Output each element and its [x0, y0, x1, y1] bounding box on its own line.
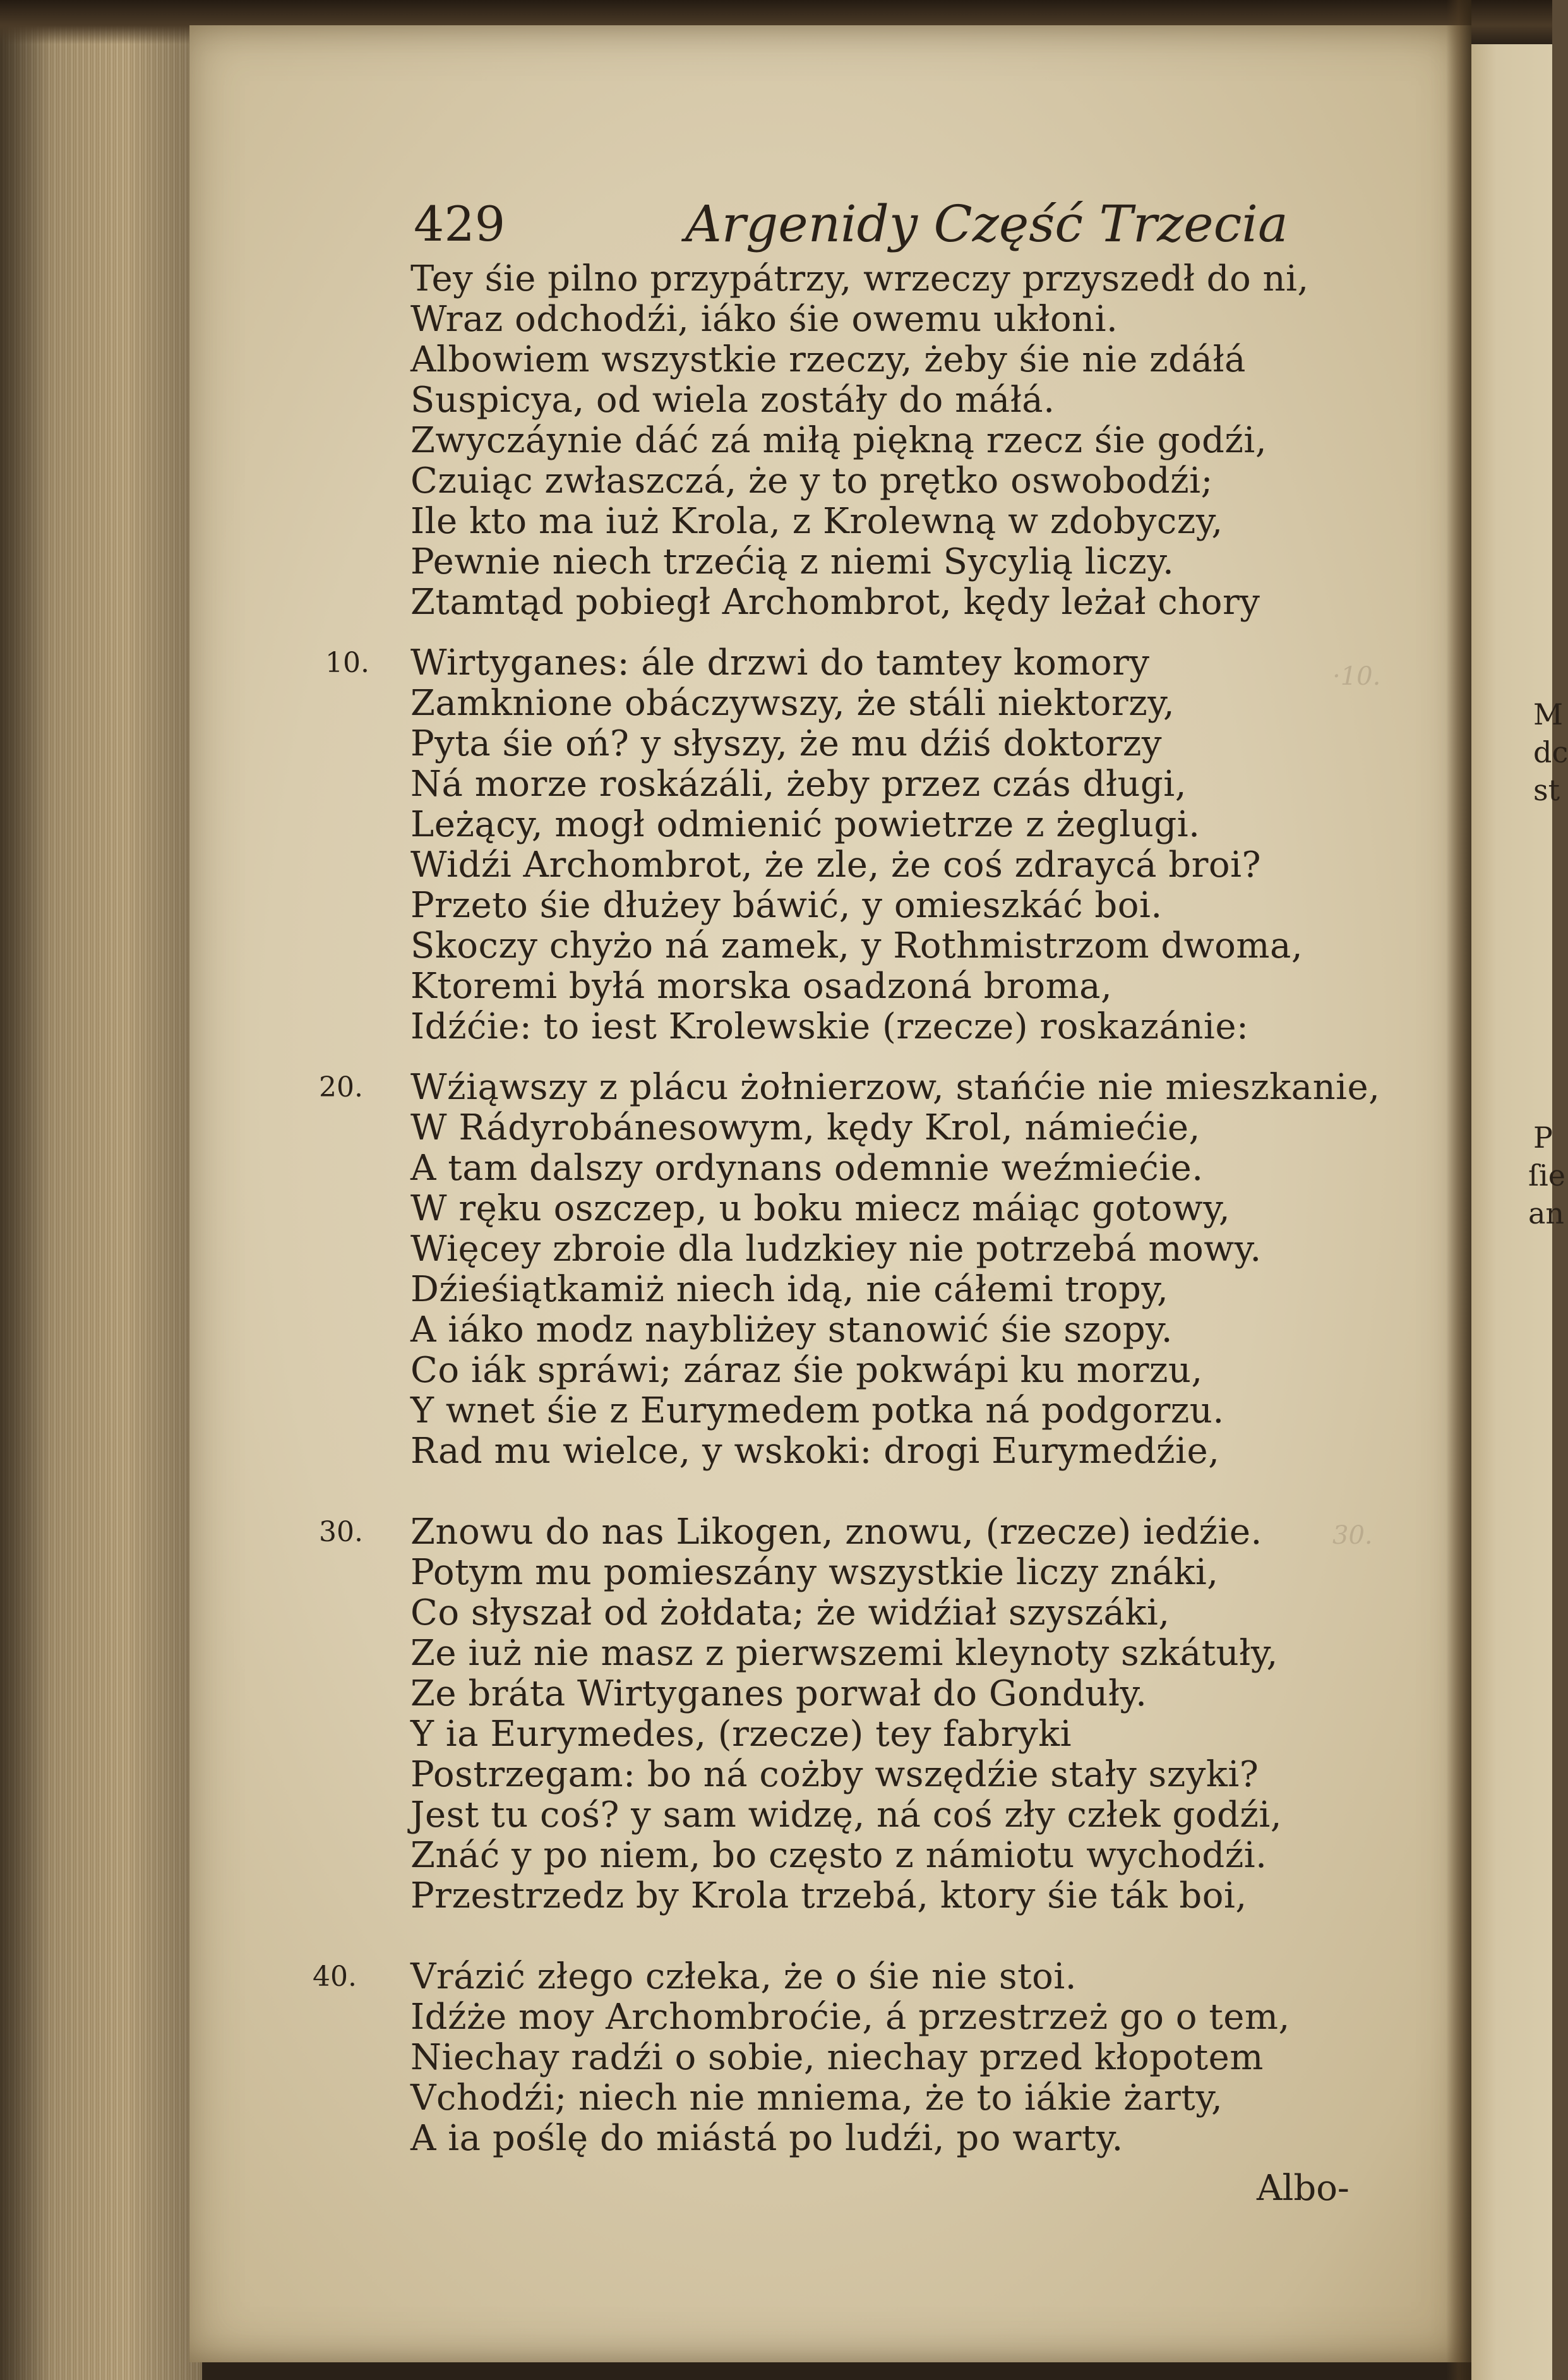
- verse-line: Co iák spráwi; záraz śie pokwápi ku morzu,: [410, 1350, 1203, 1391]
- next-page-fragment: st: [1533, 773, 1560, 807]
- next-page-fragment: ſie: [1528, 1158, 1565, 1193]
- line-number: 10.: [325, 647, 369, 679]
- verse-line: Tey śie pilno przypátrzy, wrzeczy przyszedł do ni,: [410, 258, 1309, 299]
- verse-line: W ręku oszczep, u boku miecz máiąc gotowy,: [410, 1188, 1231, 1229]
- verse-line: Ile kto ma iuż Krola, z Krolewną w zdobyczy,: [410, 501, 1223, 542]
- verse-line: Widźi Archombrot, że zle, że coś zdraycá broi?: [410, 844, 1262, 886]
- line-number: 40.: [313, 1961, 357, 1993]
- verse-line: Ná morze roskázáli, żeby przez czás długi,: [410, 764, 1187, 805]
- verse-line: Co słyszał od żołdata; że widźiał szyszáki,: [410, 1592, 1170, 1633]
- verse-line: Potym mu pomieszány wszystkie liczy znáki,: [410, 1552, 1219, 1593]
- verse-line: Ktoremi byłá morska osadzoná broma,: [410, 966, 1113, 1007]
- verse-line: Idźćie: to iest Krolewskie (rzecze) roskazánie:: [410, 1006, 1249, 1047]
- show-through-number: 30.: [1332, 1521, 1373, 1550]
- verse-line: Więcey zbroie dla ludzkiey nie potrzebá mowy.: [410, 1229, 1262, 1270]
- verse-line: Y wnet śie z Eurymedem potka ná podgorzu.: [410, 1390, 1224, 1431]
- verse-line: Niechay radźi o sobie, niechay przed kłopotem: [410, 2037, 1264, 2078]
- verse-line: Pyta śie oń? y słyszy, że mu dźiś doktorzy: [410, 723, 1163, 764]
- verse-line: Pewnie niech trzećią z niemi Sycylią liczy.: [410, 541, 1175, 582]
- verse-line: Skoczy chyżo ná zamek, y Rothmistrzom dwoma,: [410, 925, 1303, 966]
- next-page-fragment: dc: [1533, 735, 1568, 769]
- catchword: Albo-: [1257, 2168, 1350, 2209]
- verse-line: Y ia Eurymedes, (rzecze) tey fabryki: [410, 1714, 1072, 1755]
- verse-line: Rad mu wielce, y wskoki: drogi Eurymedźie,: [410, 1431, 1220, 1472]
- verse-line: A ia poślę do miástá po ludźi, po warty.: [410, 2118, 1123, 2159]
- verse-line: Ze bráta Wirtyganes porwał do Gonduły.: [410, 1673, 1147, 1714]
- verse-line: Przestrzedz by Krola trzebá, ktory śie ták boi,: [410, 1875, 1247, 1916]
- verse-line: Dźieśiątkamiż niech idą, nie cáłemi tropy,: [410, 1269, 1169, 1310]
- page-header: [414, 189, 1288, 265]
- verse-line: Zamknione obáczywszy, że stáli niektorzy,: [410, 683, 1175, 724]
- verse-line: A tam dalszy ordynans odemnie weźmiećie.: [410, 1148, 1204, 1189]
- verse-line: Suspicya, od wiela zostáły do máłá.: [410, 380, 1055, 421]
- verse-line: Jest tu coś? y sam widzę, ná coś zły człek godźi,: [410, 1794, 1283, 1836]
- verse-line: W Rádyrobánesowym, kędy Krol, námiećie,: [410, 1107, 1200, 1148]
- verse-line: Znowu do nas Likogen, znowu, (rzecze) iedźie.: [410, 1512, 1262, 1553]
- line-number: 20.: [319, 1071, 363, 1103]
- verse-line: Leżący, mogł odmienić powietrze z żeglugi.: [410, 804, 1200, 845]
- page-number: 429: [414, 196, 506, 252]
- verse-line: Vrázić złego człeka, że o śie nie stoi.: [410, 1956, 1077, 1997]
- verse-line: Przeto śie dłużey báwić, y omieszkáć boi.: [410, 885, 1163, 926]
- verse-line: Vchodźi; niech nie mniema, że to iákie żarty,: [410, 2077, 1223, 2119]
- verse-line: Zwyczáynie dáć zá miłą piękną rzecz śie godźi,: [410, 420, 1267, 461]
- running-title: Argenidy Część Trzecia: [685, 195, 1288, 253]
- line-number: 30.: [319, 1516, 363, 1548]
- verse-line: Wźiąwszy z plácu żołnierzow, stańćie nie mieszkanie,: [410, 1067, 1380, 1108]
- verse-line: Ztamtąd pobiegł Archombrot, kędy leżał chory: [410, 582, 1260, 623]
- verse-line: Czuiąc zwłaszczá, że y to prętko oswobodźi;: [410, 460, 1213, 502]
- verse-line: Postrzegam: bo ná cożby wszędźie stały szyki?: [410, 1754, 1259, 1795]
- verse-line: Wraz odchodźi, iáko śie owemu ukłoni.: [410, 299, 1118, 340]
- verse-line: Idźże moy Archombroćie, á przestrzeż go o tem,: [410, 1997, 1290, 2038]
- verse-line: A iáko modz naybliżey stanowić śie szopy.: [410, 1309, 1173, 1350]
- verse-line: Ze iuż nie masz z pierwszemi kleynoty szkátuły,: [410, 1633, 1278, 1674]
- verse-line: Znáć y po niem, bo często z námiotu wychodźi.: [410, 1835, 1267, 1876]
- next-page-fragment: an: [1528, 1196, 1565, 1230]
- next-page-fragment: M: [1533, 697, 1564, 731]
- verse-line: Wirtyganes: ále drzwi do tamtey komory: [410, 642, 1150, 683]
- show-through-number: ·10.: [1332, 662, 1381, 691]
- verse-line: Albowiem wszystkie rzeczy, żeby śie nie zdáłá: [410, 339, 1246, 380]
- next-page-fragment: P: [1533, 1121, 1553, 1155]
